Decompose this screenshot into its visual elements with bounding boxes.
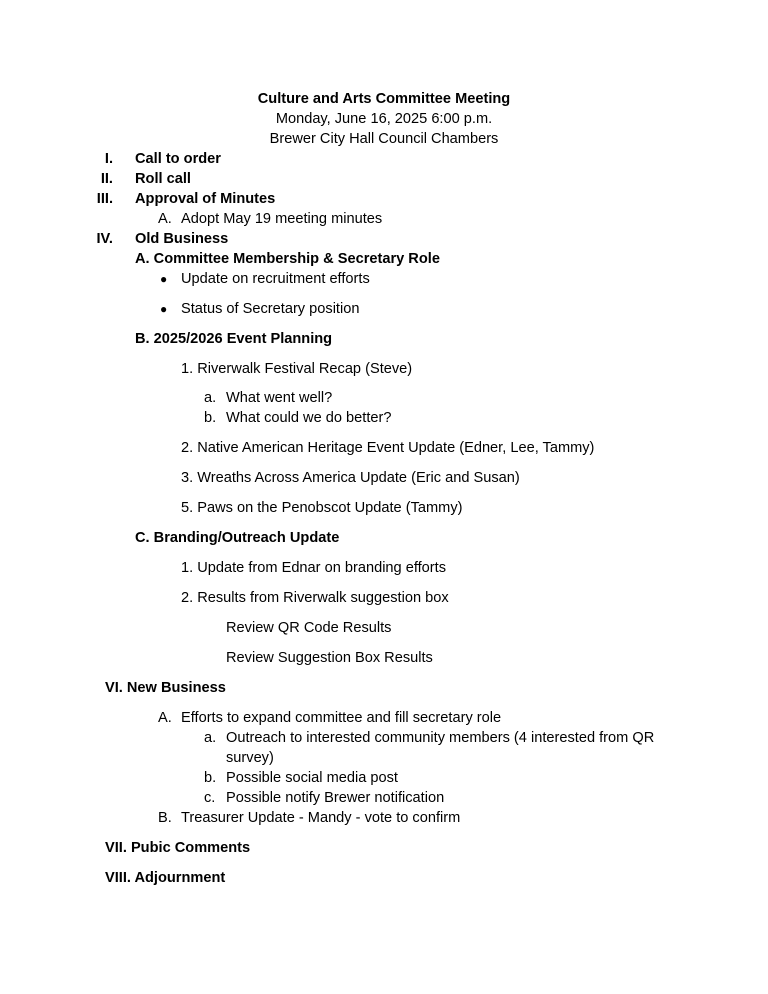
meeting-location: Brewer City Hall Council Chambers [269,131,499,147]
item-outreach-members-cont: survey) [226,750,274,766]
item-marker: b. [204,770,217,786]
bullet-icon: ● [160,302,168,316]
section-roll-call: Roll call [135,171,191,187]
item-native-american-heritage: 2. Native American Heritage Event Update (Edner, Lee, Tammy) [181,440,595,456]
item-riverwalk-recap: 1. Riverwalk Festival Recap (Steve) [181,361,413,377]
item-brewer-notification: Possible notify Brewer notification [226,790,445,806]
item-branding-efforts: 1. Update from Ednar on branding efforts [181,560,447,576]
item-review-qr: Review QR Code Results [226,620,392,636]
subsection-committee-membership: A. Committee Membership & Secretary Role [135,251,440,267]
subsection-branding-outreach: C. Branding/Outreach Update [135,530,340,546]
item-wreaths-across-america: 3. Wreaths Across America Update (Eric and Susan) [181,470,520,486]
section-approval-of-minutes: Approval of Minutes [135,191,276,207]
item-marker: a. [204,730,217,746]
item-review-suggestion-box: Review Suggestion Box Results [226,650,433,666]
item-do-better: What could we do better? [226,410,392,426]
item-outreach-members: Outreach to interested community members (4 interested from QR [226,730,655,746]
section-adjournment: VIII. Adjournment [105,870,226,886]
item-secretary-status: Status of Secretary position [181,301,360,317]
subsection-event-planning: B. 2025/2026 Event Planning [135,331,333,347]
item-marker: A. [158,710,172,726]
meeting-date: Monday, June 16, 2025 6:00 p.m. [275,111,493,127]
section-number: IV. [96,231,113,247]
item-recruitment-update: Update on recruitment efforts [181,271,370,287]
item-expand-committee: Efforts to expand committee and fill secretary role [181,710,502,726]
section-new-business: VI. New Business [105,680,226,696]
item-marker: b. [204,410,217,426]
item-social-media-post: Possible social media post [226,770,398,786]
item-adopt-minutes: Adopt May 19 meeting minutes [181,211,383,227]
section-call-to-order: Call to order [135,151,221,167]
item-marker: A. [158,211,172,227]
item-marker: a. [204,390,217,406]
item-paws-on-penobscot: 5. Paws on the Penobscot Update (Tammy) [181,500,463,516]
meeting-title: Culture and Arts Committee Meeting [257,91,511,107]
item-suggestion-box-results: 2. Results from Riverwalk suggestion box [181,590,449,606]
section-number: I. [104,151,113,167]
section-number: II. [100,171,113,187]
item-marker: c. [204,790,216,806]
section-old-business: Old Business [135,231,229,247]
item-went-well: What went well? [226,390,333,406]
item-marker: B. [158,810,172,826]
section-number: III. [96,191,113,207]
section-public-comments: VII. Pubic Comments [105,840,251,856]
item-treasurer-update: Treasurer Update - Mandy - vote to confirm [181,810,461,826]
bullet-icon: ● [160,272,168,286]
